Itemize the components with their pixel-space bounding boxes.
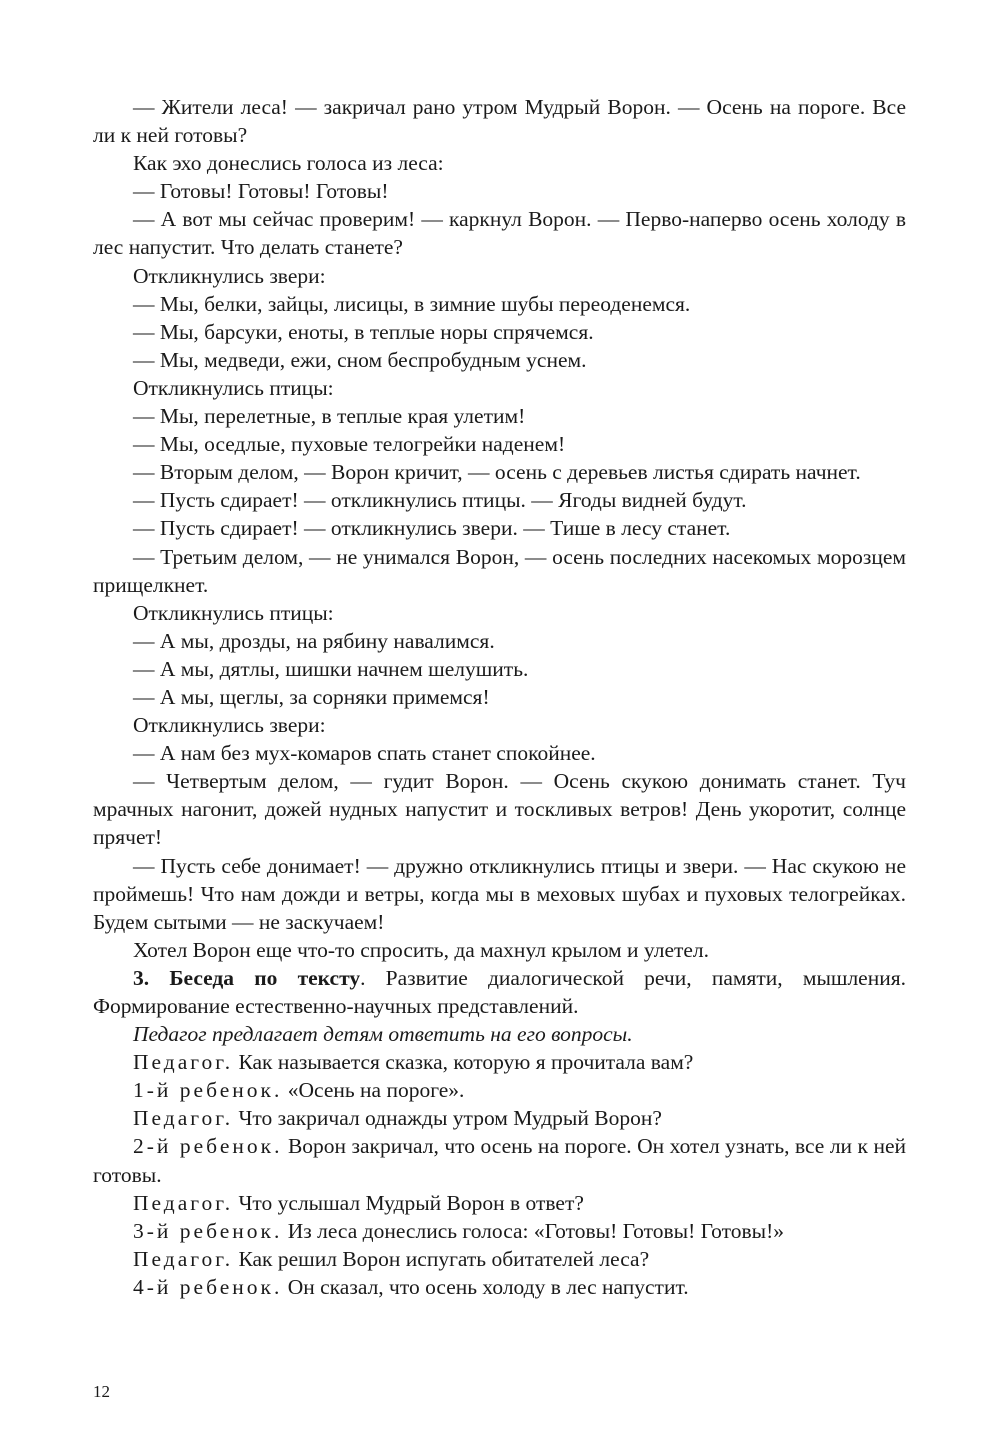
section-3-heading: 3. Беседа по тексту — [133, 965, 361, 990]
dialogue-line — [93, 1076, 906, 1104]
dialogue-line — [93, 1189, 906, 1217]
section-3-paragraph — [93, 964, 906, 1020]
paragraph: Откликнулись звери: — [133, 263, 326, 288]
paragraph: Откликнулись птицы: — [133, 375, 334, 400]
page-number: 12 — [93, 1382, 110, 1401]
teacher-instruction: Педагог предлагает детям ответить на его вопросы. — [133, 1022, 633, 1047]
paragraph: — Третьим делом, — не унимался Ворон, — осень последних насекомых морозцем прищелкнет. — [93, 544, 906, 597]
speaker-label: 4-й ребенок. — [133, 1274, 283, 1299]
paragraph: — Пусть себе донимает! — дружно откликнулись птицы и звери. — Нас скукою не проймешь! Что нам дожди и ветры, когда мы в меховых шубах и пуховых телогрейках. Будем сытыми — не заскучаем! — [93, 853, 906, 934]
dialogue-text: Как называется сказка, которую я прочитала вам? — [233, 1050, 694, 1075]
speaker-label: 3-й ребенок. — [133, 1218, 283, 1243]
paragraph: — Мы, медведи, ежи, сном беспробудным уснем. — [133, 347, 587, 372]
dialogue-text: Как решил Ворон испугать обитателей леса? — [233, 1246, 650, 1271]
paragraph: — А мы, дрозды, на рябину навалимся. — [133, 628, 495, 653]
paragraph: — Мы, оседлые, пуховые телогрейки наденем! — [133, 432, 566, 457]
speaker-label: Педагог. — [133, 1106, 234, 1131]
paragraph: Откликнулись звери: — [133, 713, 326, 738]
dialogue-text: Из леса донеслись голоса: «Готовы! Готовы! Готовы!» — [282, 1218, 785, 1243]
paragraph: — Пусть сдирает! — откликнулись птицы. — Ягоды видней будут. — [133, 488, 747, 513]
section-3-text: . Развитие диалогической речи, памяти, мышления. Формирование естественно-научных представлений. — [93, 965, 906, 1018]
paragraph: — А вот мы сейчас проверим! — каркнул Ворон. — Перво-наперво осень холоду в лес напустит. Что делать станете? — [93, 207, 906, 260]
speaker-label: Педагог. — [133, 1246, 234, 1271]
paragraph: — А мы, щеглы, за сорняки примемся! — [133, 684, 490, 709]
paragraph: — Вторым делом, — Ворон кричит, — осень с деревьев листья сдирать начнет. — [133, 460, 861, 485]
paragraph: — А нам без мух-комаров спать станет спокойнее. — [133, 741, 596, 766]
speaker-label: 2-й ребенок. — [133, 1134, 283, 1159]
dialogue-line — [93, 1273, 906, 1301]
paragraph: — Четвертым делом, — гудит Ворон. — Осень скукою донимать станет. Туч мрачных нагонит, дожей нудных напустит и тоскливых ветров! День укоротит, солнце прячет! — [93, 769, 906, 850]
dialogue-line — [93, 1104, 906, 1132]
paragraph: Хотел Ворон еще что-то спросить, да махнул крылом и улетел. — [133, 937, 710, 962]
paragraph: — Пусть сдирает! — откликнулись звери. — Тише в лесу станет. — [133, 516, 731, 541]
paragraph: — Готовы! Готовы! Готовы! — [133, 179, 389, 204]
paragraph: — Мы, барсуки, еноты, в теплые норы спрячемся. — [133, 319, 594, 344]
dialogue-text: Он сказал, что осень холоду в лес напустит. — [282, 1274, 689, 1299]
dialogue-line — [93, 1132, 906, 1188]
dialogue-line — [93, 1217, 906, 1245]
paragraph: — А мы, дятлы, шишки начнем шелушить. — [133, 656, 529, 681]
paragraph: — Мы, перелетные, в теплые края улетим! — [133, 404, 526, 429]
speaker-label: Педагог. — [133, 1050, 234, 1075]
page-body — [93, 93, 906, 1301]
paragraph: — Мы, белки, зайцы, лисицы, в зимние шубы переоденемся. — [133, 291, 691, 316]
speaker-label: Педагог. — [133, 1190, 234, 1215]
paragraph: Откликнулись птицы: — [133, 600, 334, 625]
dialogue-text: «Осень на пороге». — [282, 1078, 465, 1103]
dialogue-line — [93, 1048, 906, 1076]
dialogue-text: Что услышал Мудрый Ворон в ответ? — [233, 1190, 584, 1215]
dialogue-text: Что закричал однажды утром Мудрый Ворон? — [233, 1106, 662, 1131]
paragraph: — Жители леса! — закричал рано утром Мудрый Ворон. — Осень на пороге. Все ли к ней готовы? — [93, 95, 906, 148]
dialogue-line — [93, 1245, 906, 1273]
speaker-label: 1-й ребенок. — [133, 1078, 283, 1103]
paragraph: Как эхо донеслись голоса из леса: — [133, 151, 444, 176]
dialogue-text: Ворон закричал, что осень на пороге. Он хотел узнать, все ли к ней готовы. — [93, 1134, 906, 1187]
